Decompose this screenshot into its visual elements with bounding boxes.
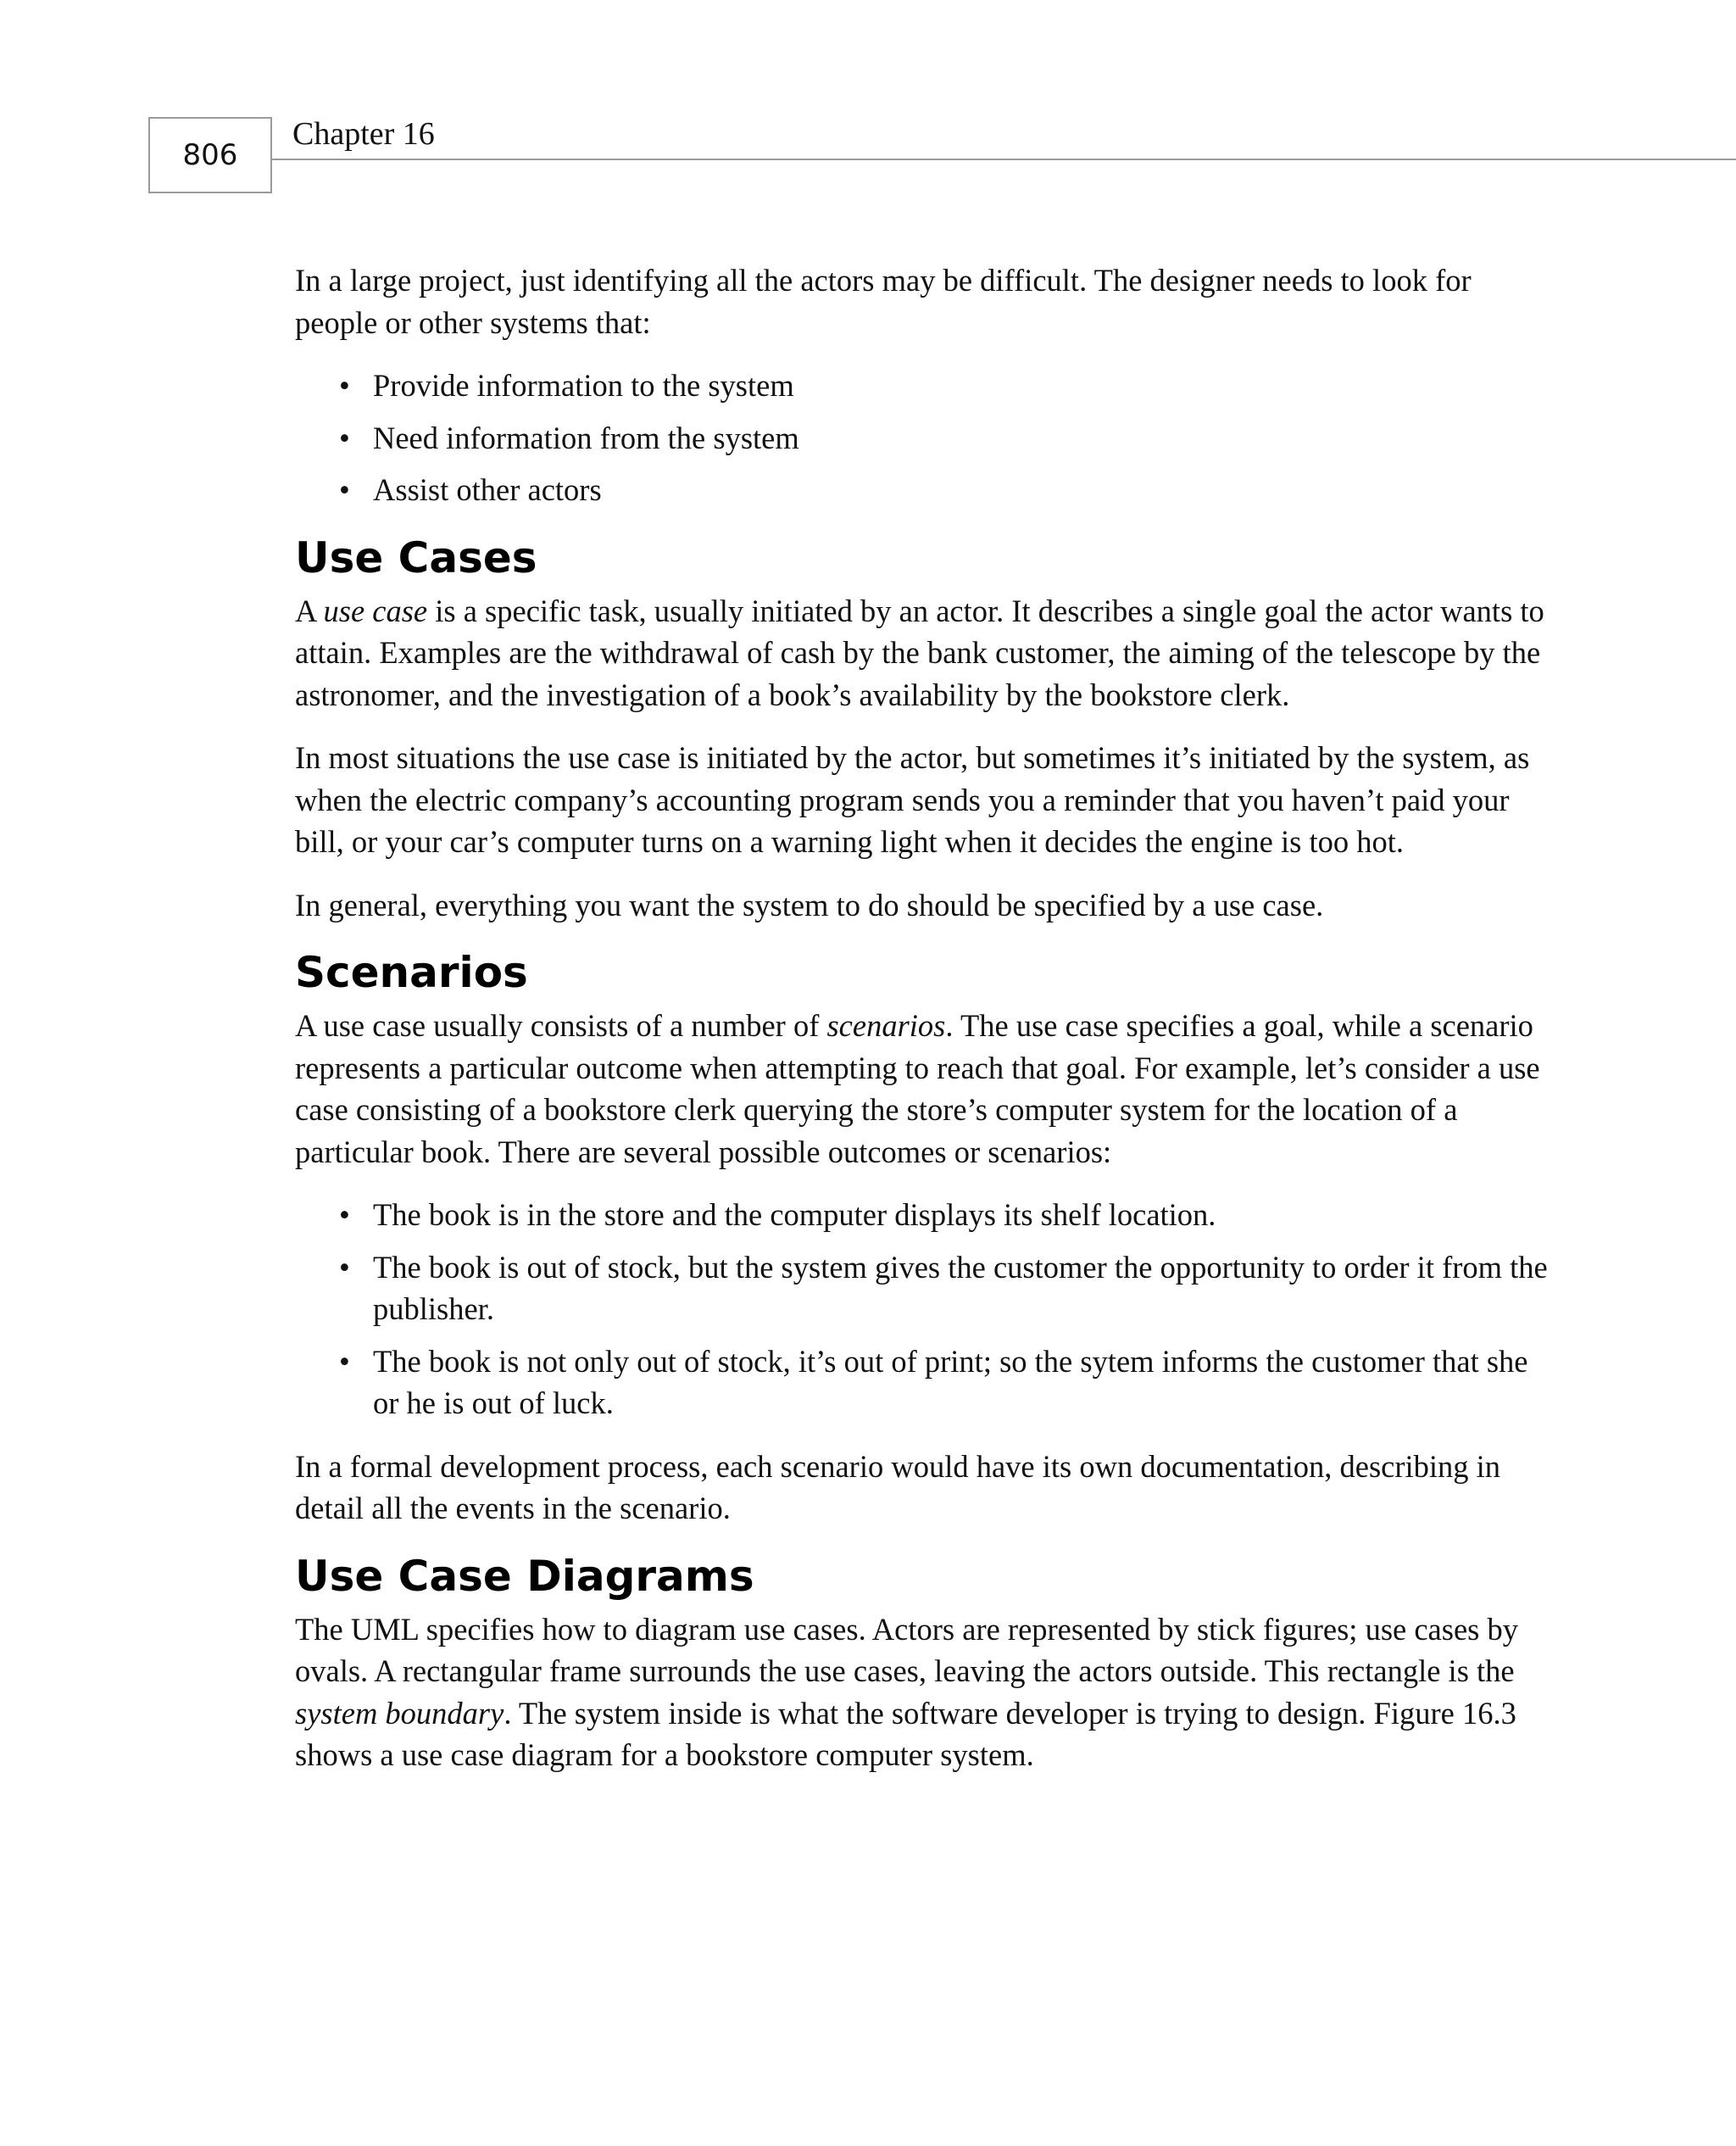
text-run: A use case usually consists of a number of [295,1008,827,1043]
scenarios-paragraph-2: In a formal development process, each scenario would have its own documentation, describing in detail all the events in the scenario. [295,1448,1501,1525]
scenarios-paragraph-1 [295,1005,1550,1173]
term-system-boundary: system boundary [295,1695,504,1731]
list-item: • Need information from the system [373,417,1550,460]
page-number: 806 [148,117,272,193]
list-item: • The book is out of stock, but the system gives the customer the opportunity to order it from the publisher. [373,1246,1550,1330]
chapter-label: Chapter 16 [292,116,435,152]
text-run: is a specific task, usually initiated by an actor. It describes a single goal the actor wants to attain. Examples are the withdrawal of cash by the bank customer, the aiming of the telescope by the astronomer, and the investigation of a book’s availability by the bookstore clerk. [295,593,1544,712]
section-heading-scenarios: Scenarios [295,948,528,997]
text-run: . The system inside is what the software developer is trying to design. Figure 16.3 shows a use case diagram for a bookstore computer system. [295,1695,1516,1772]
use-case-diagrams-paragraph-1 [295,1608,1550,1776]
section-heading-use-case-diagrams: Use Case Diagrams [295,1551,754,1601]
intro-list [295,365,1550,511]
intro-paragraph: In a large project, just identifying all the actors may be difficult. The designer needs to look for people or other systems that: [295,263,1472,340]
scenarios-list [295,1194,1550,1424]
text-run: A [295,593,324,628]
list-item: • The book is not only out of stock, it’s out of print; so the sytem informs the customer that she or he is out of luck. [373,1341,1550,1424]
list-item: • Provide information to the system [373,365,1550,407]
header-rule [272,159,1736,160]
term-use-case: use case [323,593,428,628]
section-heading-use-cases: Use Cases [295,532,537,582]
use-cases-paragraph-3: In general, everything you want the system to do should be specified by a use case. [295,887,1324,923]
list-item: • The book is in the store and the computer displays its shelf location. [373,1194,1550,1236]
use-cases-paragraph-1 [295,590,1550,716]
list-item: • Assist other actors [373,469,1550,511]
use-cases-paragraph-2: In most situations the use case is initiated by the actor, but sometimes it’s initiated by the system, as when the electric company’s accounting program sends you a reminder that you haven’t paid your bill, or your car’s computer turns on a warning light when it decides the engine is too hot. [295,740,1530,859]
text-run: The UML specifies how to diagram use cases. Actors are represented by stick figures; use cases by ovals. A rectangular frame surrounds the use cases, leaving the actors outside. This rectangle is the [295,1611,1518,1688]
page-body [295,259,1550,1798]
term-scenarios: scenarios [826,1008,946,1043]
text-run: . The use case specifies a goal, while a scenario represents a particular outcome when attempting to reach that goal. For example, let’s consider a use case consisting of a bookstore clerk querying the store’s computer system for the location of a particular book. There are several possible outcomes or scenarios: [295,1008,1540,1169]
